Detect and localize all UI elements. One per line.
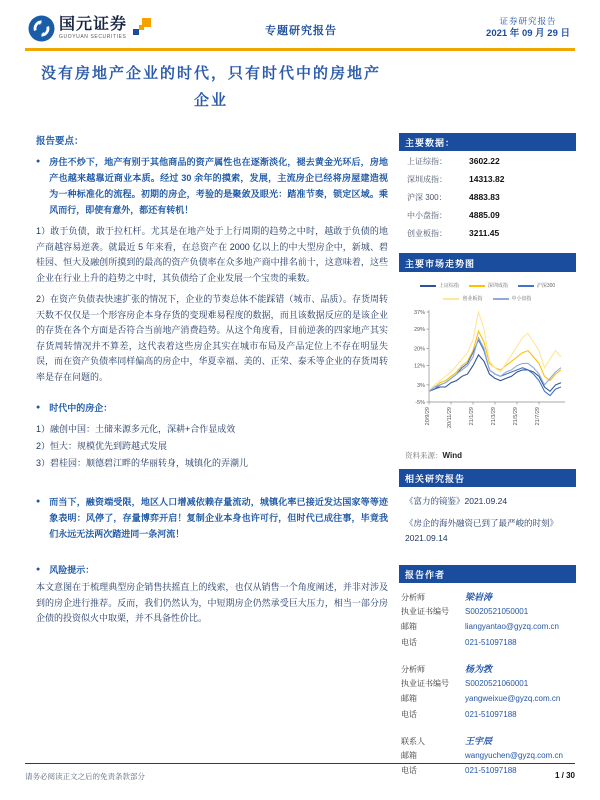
svg-text:21/7/29: 21/7/29 <box>534 407 541 426</box>
legend-item <box>469 282 508 289</box>
svg-text:37%: 37% <box>413 310 425 316</box>
source-label: 资料来源： <box>405 451 443 460</box>
author-field-label: 分析师 <box>401 593 425 602</box>
author-field-label: 邮箱 <box>401 622 417 631</box>
index-value: 4885.09 <box>469 210 500 220</box>
author-block <box>401 662 574 724</box>
table-row <box>407 192 570 210</box>
index-value: 4883.83 <box>469 192 500 202</box>
legend-label: 中小盘指 <box>511 296 532 302</box>
index-label: 创业板指： <box>407 229 447 238</box>
page-footer <box>25 763 575 782</box>
svg-text:20/11/29: 20/11/29 <box>446 407 453 429</box>
paragraph-inventory: 2）在资产负债表快速扩张的情况下，企业的节奏总体不能踩错（城市、品质）。存货周转天数不仅仅是一个形容房企本身存货的变现难易程度的数据，而且该数据反应的是该企业的存货在各个方面是否符合当前地产消费趋势。从这个角度看，目前逆袭的四家地产其实存货周转情况并不算差，这代表着这些房企其实在城市布局及产品定位上不存在明显失误，而在资产负债率同样偏高的房企中，华夏幸福、美的、正荣、泰禾等企业的存货周转率是存在问题的。 <box>36 294 388 382</box>
era-heading-bullet <box>36 400 388 416</box>
author-field-label: 执业证书编号 <box>401 606 449 616</box>
legend-item <box>518 282 555 289</box>
key-point-bullet-1 <box>36 154 388 218</box>
risk-text: 本文意图在于梳理典型房企销售扶摇直上的线索，也仅从销售一个角度阐述，并非对涉及到的房企进行推荐。反而，我们仍然认为，中短期房企仍然承受巨大压力，相当一部分房企债的投资似火中取栗，并不具备性价比。 <box>36 582 388 623</box>
authors-list <box>399 583 576 781</box>
author-field-label: 联系人 <box>401 737 425 746</box>
legend-item <box>493 295 532 302</box>
series-line-深圳成指 <box>429 331 561 391</box>
brand-name-cn: 国元证券 <box>59 15 128 33</box>
svg-text:21/3/29: 21/3/29 <box>490 407 497 426</box>
email-value: liangyantao@gyzq.com.cn <box>465 622 559 631</box>
brand-deco-squares <box>133 16 159 40</box>
era-company-list <box>36 421 388 472</box>
index-value: 14313.82 <box>469 174 505 184</box>
phone-value: 021-51097188 <box>465 637 517 647</box>
risk-heading-text: ● 风险提示： <box>49 565 95 575</box>
svg-text:12%: 12% <box>413 363 425 370</box>
related-report-item: 《房企的海外融资已到了最严峻的时刻》 2021.09.14 <box>405 518 559 543</box>
report-category-label: 证券研究报告 <box>499 15 557 26</box>
author-field-label: 执业证书编号 <box>401 678 449 688</box>
contact-name: 王宇辰 <box>465 736 493 746</box>
key-point-bullet-2-text: ● 而当下，融资端受限，地区人口增减依赖存量流动，城镇化率已接近发达国家等等迹象表明：风停了，存量博弈开启！复制企业本身也许可行，但时代已成往事，毕竟我们永远无法两次踏进同一条河流！ <box>49 497 388 539</box>
page-number: 1 / 30 <box>554 771 575 780</box>
report-type-label: 专题研究报告 <box>265 25 337 37</box>
svg-text:21/5/29: 21/5/29 <box>512 407 519 426</box>
legend-label: 上证综指 <box>438 283 459 289</box>
legend-label: 深圳成指 <box>487 283 508 289</box>
svg-text:21/1/29: 21/1/29 <box>468 407 475 426</box>
author-field-label: 电话 <box>401 709 417 719</box>
license-number: S0020521060001 <box>465 678 529 688</box>
main-data-section-title: 主要数据： <box>399 133 576 151</box>
svg-text:29%: 29% <box>413 327 425 334</box>
email-value: yangweixue@gyzq.com.cn <box>465 694 561 703</box>
brand-name-en: GUOYUAN SECURITIES <box>59 33 127 40</box>
svg-text:3%: 3% <box>416 382 425 389</box>
analyst-name: 梁岩涛 <box>465 592 493 602</box>
page-header <box>28 8 574 48</box>
author-field-label: 电话 <box>401 766 417 775</box>
sidebar <box>399 133 576 791</box>
market-chart <box>399 272 576 446</box>
table-row <box>407 174 570 192</box>
author-field-label: 邮箱 <box>401 750 417 760</box>
legend-swatch <box>469 285 485 287</box>
report-body <box>36 133 388 791</box>
analyst-name: 杨为敩 <box>465 664 493 674</box>
index-value: 3602.22 <box>469 156 500 166</box>
license-number: S0020521050001 <box>465 606 529 616</box>
table-row <box>407 228 570 246</box>
chart-legend <box>401 282 574 302</box>
key-points-label: 报告要点： <box>36 136 84 147</box>
related-reports-section-title: 相关研究报告 <box>399 469 576 487</box>
guoyuan-logo-icon <box>28 15 55 42</box>
phone-value: 021-51097188 <box>465 766 517 775</box>
legend-swatch <box>420 285 436 287</box>
index-data-table <box>399 151 576 254</box>
header-rule <box>25 48 575 51</box>
source-value: Wind <box>442 451 462 460</box>
risk-heading-bullet <box>36 562 388 578</box>
authors-section-title: 报告作者 <box>399 565 576 583</box>
related-reports-list <box>399 487 576 565</box>
legend-label: 沪深300 <box>536 283 556 289</box>
report-date: 2021 年 09 月 29 日 <box>486 28 570 40</box>
table-row <box>407 210 570 228</box>
era-heading-text: ● 时代中的房企： <box>49 403 113 413</box>
legend-swatch <box>443 298 459 300</box>
svg-text:20/9/29: 20/9/29 <box>424 407 431 426</box>
page-title: 没有房地产企业的时代，只有时代中的房地产企业 <box>40 64 381 109</box>
market-chart-svg <box>405 308 571 442</box>
table-row <box>407 156 570 174</box>
key-point-bullet-2 <box>36 494 388 542</box>
legend-item <box>420 282 459 289</box>
index-label: 沪深 300： <box>407 193 447 202</box>
index-label: 中小盘指： <box>407 211 447 220</box>
index-value: 3211.45 <box>469 228 500 238</box>
index-label: 上证综指： <box>407 157 447 166</box>
series-line-中小盘指 <box>429 338 561 392</box>
author-block <box>401 590 574 652</box>
list-item: 2）恒大：规模优先到跨越式发展 <box>36 441 168 451</box>
legend-item <box>443 295 482 302</box>
footer-disclaimer: 请务必阅读正文之后的免责条款部分 <box>25 772 145 781</box>
market-chart-section-title: 主要市场走势图 <box>399 254 576 272</box>
author-field-label: 邮箱 <box>401 694 417 703</box>
key-point-bullet-1-text: ● 房住不炒下，地产有别于其他商品的资产属性也在逐渐淡化，褪去黄金光环后，房地产也越来越靠近商业本质。经过 30 余年的摸索，发展，主流房企已经将房屋建造视为一种标准化的流程。初期的房企，考验的是聚敛及眼光：踏准节奏，锁定区域。乘风而行，即使有意外，都还有转机！ <box>49 157 388 215</box>
legend-swatch <box>493 298 509 300</box>
legend-swatch <box>518 285 534 287</box>
index-label: 深圳成指： <box>407 175 447 184</box>
svg-text:20%: 20% <box>413 346 425 353</box>
chart-source <box>399 446 576 469</box>
phone-value: 021-51097188 <box>465 709 517 719</box>
author-field-label: 电话 <box>401 637 417 647</box>
related-report-item: 《富力的镜鉴》2021.09.24 <box>405 496 508 506</box>
list-item: 1）融创中国：土储来源多元化，深耕+合作显成效 <box>36 424 236 434</box>
list-item: 3）碧桂园：顺德碧江畔的华丽转身，城镇化的弄潮儿 <box>36 458 249 468</box>
paragraph-leverage: 1）敢于负债，敢于拉杠杆。尤其是在地产处于上行周期的趋势之中时，越敢于负债的地产商越容易逆袭。就最近 5 年来看，在总资产在 2000 亿以上的中大型房企中，新城、碧桂园、恒大及融创所摸到的最高的资产负债率在众多地产商中排名前十，这意味着，这些企业在行业上升的趋势之中时，其负债给了企业发展一个宝贵的乘数。 <box>36 226 388 283</box>
author-field-label: 分析师 <box>401 665 425 674</box>
svg-text:-5%: -5% <box>414 400 425 406</box>
legend-label: 创业板指 <box>462 296 483 302</box>
email-value: wangyuchen@gyzq.com.cn <box>465 750 563 760</box>
brand-logo <box>28 15 159 42</box>
